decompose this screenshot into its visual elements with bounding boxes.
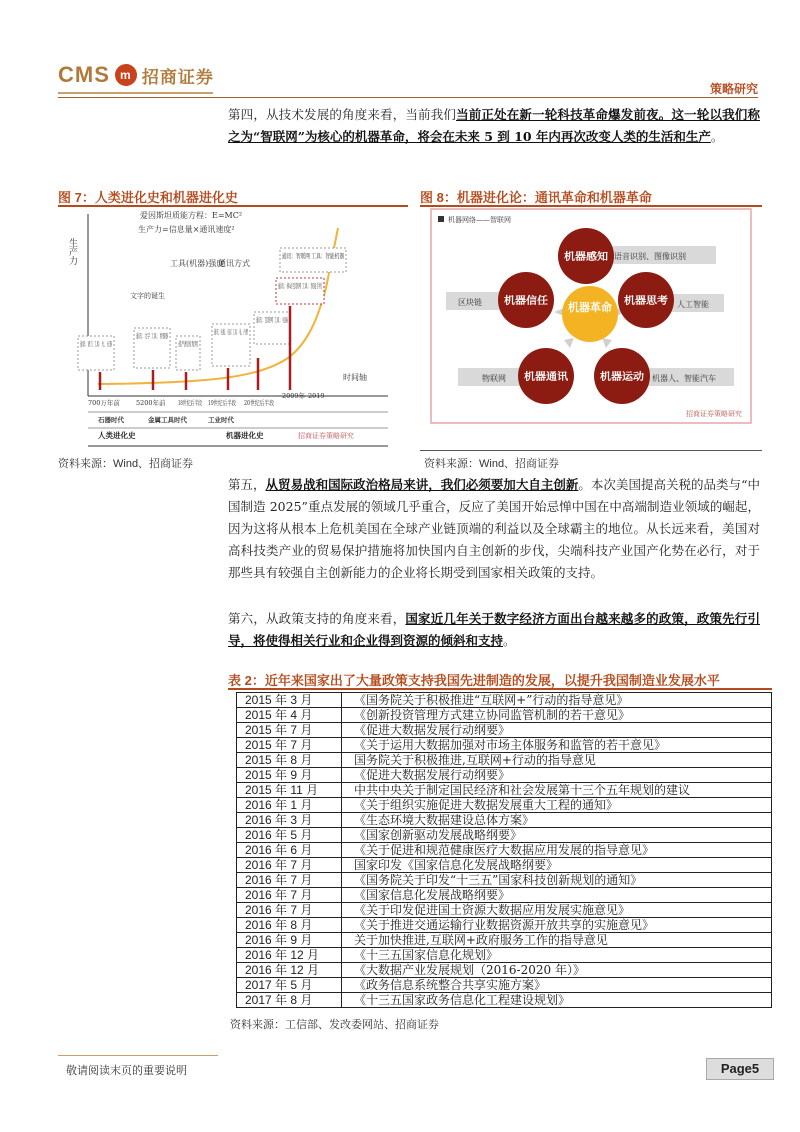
policy-title: 《关于推进交通运输行业数据资源开放共享的实施意见》 (342, 918, 772, 933)
policy-table (236, 692, 772, 1008)
fig7-watermark: 招商证券策略研究 (298, 432, 354, 440)
fig7-ylabel: 生产力 (67, 238, 77, 265)
fig8-rule (420, 205, 762, 207)
para1-end: 。 (710, 129, 724, 144)
policy-date: 2016 年 9 月 (237, 933, 342, 948)
policy-title: 《政务信息系统整合共享实施方案》 (342, 978, 772, 993)
para3-end: 。 (503, 633, 516, 648)
table-row (237, 918, 772, 933)
fig7-xlabel: 时间轴 (343, 373, 367, 382)
fig7-time-5: 2009年 (282, 392, 306, 400)
policy-title: 《关于印发促进国土资源大数据应用发展实施意见》 (342, 903, 772, 918)
table-row (237, 753, 772, 768)
policy-title: 中共中央关于制定国民经济和社会发展第十三个五年规划的建议 (342, 783, 772, 798)
policy-date: 2015 年 7 月 (237, 738, 342, 753)
policy-date: 2015 年 3 月 (237, 693, 342, 708)
policy-title: 《关于组织实施促进大数据发展重大工程的通知》 (342, 798, 772, 813)
policy-date: 2016 年 6 月 (237, 843, 342, 858)
section-label: 策略研究 (709, 82, 758, 96)
fig7-time-6: 2019 (308, 392, 325, 400)
fig8-tag-2: 机器人、智能汽车 (652, 374, 716, 383)
table-row (237, 873, 772, 888)
footer-note: 敬请阅读末页的重要说明 (66, 1064, 187, 1077)
fig8-source: 资料来源：Wind、招商证券 (424, 458, 560, 470)
fig7-time-4: 20世纪后半段 (244, 399, 285, 407)
table-row (237, 828, 772, 843)
fig7-time-2: 18世纪后半段 (178, 399, 219, 407)
fig8-inner-title: 机器网络——智联网 (448, 216, 511, 224)
fig7-writing-birth: 文字的诞生 (130, 292, 165, 300)
fig8-tag-1: 人工智能 (677, 300, 709, 309)
policy-date: 2017 年 8 月 (237, 993, 342, 1008)
fig8-title: 图 8：机器进化论：通讯革命和机器革命 (420, 190, 652, 205)
fig7-era-2: 工业时代 (208, 416, 234, 424)
fig7-tool-strength: 工具(机器)强度 (170, 259, 225, 268)
table-row (237, 708, 772, 723)
policy-title: 《促进大数据发展行动纲要》 (342, 723, 772, 738)
fig8-center-circle (562, 286, 618, 342)
table-row (237, 798, 772, 813)
policy-date: 2016 年 8 月 (237, 918, 342, 933)
fig7-human-evo: 人类进化史 (98, 431, 136, 440)
fig8-node-4: 机器信任 (504, 296, 544, 307)
table2-rule (228, 688, 772, 690)
para1-lead: 第四，从技术发展的角度来看，当前我们 (228, 107, 457, 122)
policy-date: 2016 年 7 月 (237, 858, 342, 873)
para1-bold: 当前正处在新一轮科技革命爆发前夜。这一轮以我们称之为“智联网”为核心的机器革命，将会在未来 5 到 10 年内再次改变人类的生活和生产 (228, 107, 760, 144)
fig7-formula: 生产力=信息量×通讯速度² (138, 225, 235, 234)
fig7-era-0: 石器时代 (98, 416, 124, 424)
fig8-tag-3: 物联网 (482, 374, 506, 383)
policy-title: 《创新投资管理方式建立协同监管机制的若干意见》 (342, 708, 772, 723)
table-row (237, 903, 772, 918)
table-row (237, 843, 772, 858)
fig8-tag-4: 区块链 (458, 298, 482, 307)
policy-date: 2015 年 9 月 (237, 768, 342, 783)
paragraph-policy (228, 608, 760, 652)
policy-date: 2015 年 11 月 (237, 783, 342, 798)
paragraph-trade (228, 474, 760, 584)
table-row (237, 783, 772, 798)
policy-title: 《国家信息化发展战略纲要》 (342, 888, 772, 903)
table2-title: 表 2：近年来国家出了大量政策支持我国先进制造的发展，以提升我国制造业发展水平 (228, 673, 720, 688)
policy-title: 《关于促进和规范健康医疗大数据应用发展的指导意见》 (342, 843, 772, 858)
fig7-time-0: 700万年前 (88, 399, 120, 407)
policy-title: 《关于运用大数据加强对市场主体服务和监管的若干意见》 (342, 738, 772, 753)
fig7-diagram (58, 208, 410, 450)
table-row (237, 963, 772, 978)
policy-title: 国务院关于积极推进,互联网+行动的指导意见 (342, 753, 772, 768)
policy-title: 关于加快推进,互联网+政府服务工作的指导意见 (342, 933, 772, 948)
fig8-center-label: 机器革命 (568, 301, 612, 314)
fig8-tag-0: 语音识别、图像识别 (614, 252, 686, 261)
policy-title: 国家印发《国家信息化发展战略纲要》 (342, 858, 772, 873)
table-row (237, 858, 772, 873)
policy-date: 2017 年 5 月 (237, 978, 342, 993)
table-row (237, 738, 772, 753)
table-row (237, 693, 772, 708)
fig7-comm-mode: 通讯方式 (218, 259, 250, 268)
fig7-box7: 通讯：智联网 工具：智能机器 (282, 252, 369, 260)
fig7-box1: 通讯：语言 工具：火、石器 (80, 340, 161, 348)
policy-title: 《国务院关于积极推进“互联网+”行动的指导意见》 (342, 693, 772, 708)
fig7-box6: 通讯：移动互联网 工具：智能手机 (278, 282, 378, 290)
fig7-era-1: 金属工具时代 (148, 416, 187, 424)
fig7-time-1: 5200年前 (136, 399, 166, 407)
policy-date: 2016 年 5 月 (237, 828, 342, 843)
fig7-box2: 通讯：文字 工具：青铜器 (136, 332, 210, 340)
policy-date: 2016 年 7 月 (237, 888, 342, 903)
logo-badge-icon: m (115, 64, 137, 86)
table-row (237, 768, 772, 783)
para3-bold: 国家近几年关于数字经济方面出台越来越多的政策，政策先行引导，将使得相关行业和企业得到资源的倾斜和支持 (228, 611, 760, 648)
page-number: Page5 (706, 1058, 774, 1080)
policy-title: 《十三五国家政务信息化工程建设规划》 (342, 993, 772, 1008)
paragraph-tech (228, 104, 760, 148)
para3-lead: 第六，从政策支持的角度来看， (228, 611, 406, 626)
company-logo (58, 62, 214, 88)
policy-title: 《大数据产业发展规划（2016-2020 年）》 (342, 963, 772, 978)
footer-rule (58, 1055, 218, 1056)
fig7-box5: 通讯：互联网 工具：电脑 (256, 316, 330, 324)
policy-date: 2016 年 7 月 (237, 903, 342, 918)
policy-title: 《十三五国家信息化规划》 (342, 948, 772, 963)
logo-text: CMS (58, 62, 110, 87)
para2-bold: 从贸易战和国际政治格局来讲，我们必须要加大自主创新 (265, 477, 579, 492)
fig7-einstein: 爱因斯坦质能方程：E=MC² (140, 211, 243, 220)
fig7-box4 (214, 327, 248, 336)
fig8-node-3: 机器通讯 (524, 372, 564, 383)
policy-date: 2016 年 12 月 (237, 948, 342, 963)
table-row (237, 888, 772, 903)
fig7-rule (58, 205, 408, 207)
fig8-node-2: 机器运动 (600, 372, 640, 383)
fig8-watermark: 招商证券策略研究 (686, 410, 742, 418)
policy-title: 《国家创新驱动发展战略纲要》 (342, 828, 772, 843)
fig7-time-3: 19世纪后半段 (208, 399, 249, 407)
policy-title: 《国务院关于印发“十三五”国家科技创新规划的通知》 (342, 873, 772, 888)
policy-date: 2016 年 7 月 (237, 873, 342, 888)
policy-date: 2016 年 3 月 (237, 813, 342, 828)
policy-date: 2015 年 7 月 (237, 723, 342, 738)
fig8-diagram (430, 208, 752, 424)
policy-date: 2016 年 12 月 (237, 963, 342, 978)
para2-lead: 第五， (228, 477, 266, 492)
table-row (237, 933, 772, 948)
fig7-box3: 蒸汽机的发明 (178, 340, 217, 348)
table2-source: 资料来源：工信部、发改委网站、招商证券 (230, 1018, 439, 1031)
policy-date: 2015 年 4 月 (237, 708, 342, 723)
logo-cn-name: 招商证券 (141, 67, 214, 87)
table-row (237, 948, 772, 963)
table-row (237, 978, 772, 993)
table-row (237, 723, 772, 738)
logo-underline (58, 92, 213, 94)
table-row (237, 813, 772, 828)
fig7-title: 图 7：人类进化史和机器进化史 (58, 190, 238, 205)
fig7-machine-evo: 机器进化史 (226, 431, 264, 440)
policy-date: 2015 年 8 月 (237, 753, 342, 768)
fig8-node-0: 机器感知 (564, 252, 604, 263)
policy-date: 2016 年 1 月 (237, 798, 342, 813)
para2-rest: 。本次美国提高关税的品类与“中国制造 2025”重点发展的领域几乎重合，反应了美国开始忌惮中国在中高端制造业领域的崛起，因为这将从根本上危机美国在全球产业链顶端的利益以及全球霸主的地位。从长远来看，美国对高科技类产业的贸易保护措施将加快国内自主创新的步伐，尖端科技产业国产化势在必行，对于那些具有较强自主创新能力的企业将长期受到国家相关政策的支持。 (228, 477, 760, 580)
table-row (237, 993, 772, 1008)
fig7-source: 资料来源：Wind、招商证券 (58, 458, 194, 470)
policy-title: 《促进大数据发展行动纲要》 (342, 768, 772, 783)
header-rule (58, 97, 758, 98)
fig8-node-1: 机器思考 (624, 296, 664, 307)
policy-title: 《生态环境大数据建设总体方案》 (342, 813, 772, 828)
